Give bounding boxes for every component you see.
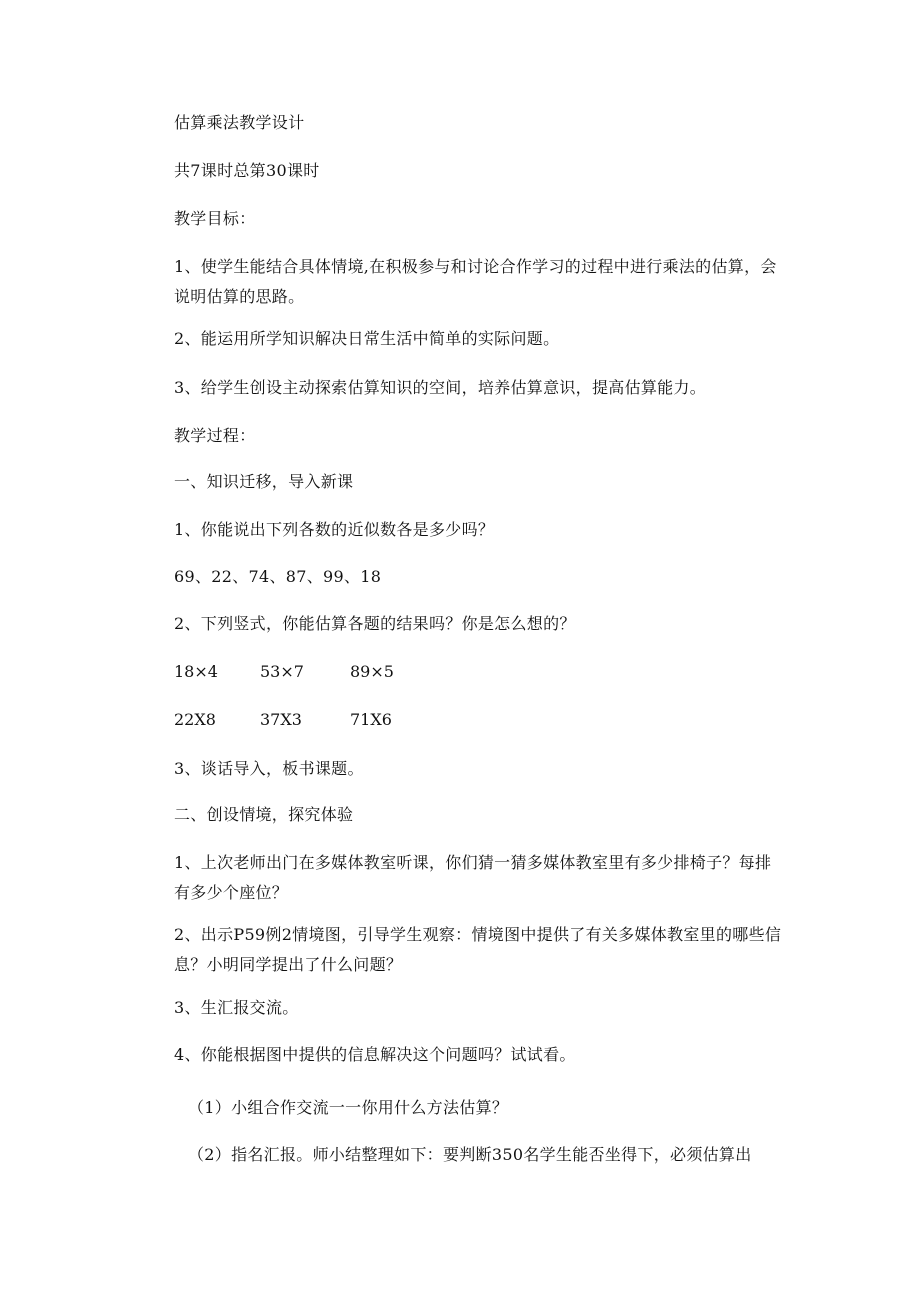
calc-expression: 37X3 — [260, 710, 302, 729]
s1-item-3: 3、谈话导入，板书课题。 — [174, 759, 364, 778]
calc-expression: 71X6 — [350, 710, 392, 729]
goals-heading: 教学目标： — [174, 209, 256, 228]
goal-3: 3、给学生创设主动探索估算知识的空间，培养估算意识，提高估算能力。 — [174, 378, 707, 397]
s2-item-1-text: 1、上次老师出门在多媒体教室听课，你们猜一猜多媒体教室里有多少排椅子？每排有多少个座位？ — [174, 853, 772, 902]
s1-numbers: 69、22、74、87、99、18 — [174, 567, 382, 586]
goal-1 — [174, 252, 784, 312]
goal-1-text: 1、使学生能结合具体情境,在积极参与和讨论合作学习的过程中进行乘法的估算，会说明估算的思路。 — [174, 257, 777, 306]
calc-expression: 18×4 — [174, 662, 218, 681]
goal-2: 2、能运用所学知识解决日常生活中简单的实际问题。 — [174, 329, 560, 348]
s1-item-1: 1、你能说出下列各数的近似数各是多少吗？ — [174, 520, 495, 539]
section-1-title: 一、知识迁移，导入新课 — [174, 472, 354, 491]
s2-sub-2: （2）指名汇报。师小结整理如下：要判断350名学生能否坐得下，必须估算出 — [188, 1145, 752, 1164]
s2-item-1 — [174, 848, 784, 908]
s2-item-2 — [174, 920, 784, 980]
document-title: 估算乘法教学设计 — [174, 113, 305, 132]
s2-item-3: 3、生汇报交流。 — [174, 998, 299, 1017]
process-heading: 教学过程： — [174, 426, 256, 445]
calc-expression: 89×5 — [350, 662, 394, 681]
s1-item-2: 2、下列竖式，你能估算各题的结果吗？你是怎么想的？ — [174, 614, 576, 633]
lesson-count: 共7课时总第30课时 — [174, 161, 320, 180]
calc-expression: 53×7 — [260, 662, 304, 681]
calc-expression: 22X8 — [174, 710, 216, 729]
s2-sub-1: （1）小组合作交流一一你用什么方法估算？ — [188, 1098, 509, 1117]
s2-item-4: 4、你能根据图中提供的信息解决这个问题吗？试试看。 — [174, 1045, 576, 1064]
section-2-title: 二、创设情境，探究体验 — [174, 805, 354, 824]
s2-item-2-text: 2、出示P59例2情境图，引导学生观察：情境图中提供了有关多媒体教室里的哪些信息？小明同学提出了什么问题？ — [174, 925, 782, 974]
